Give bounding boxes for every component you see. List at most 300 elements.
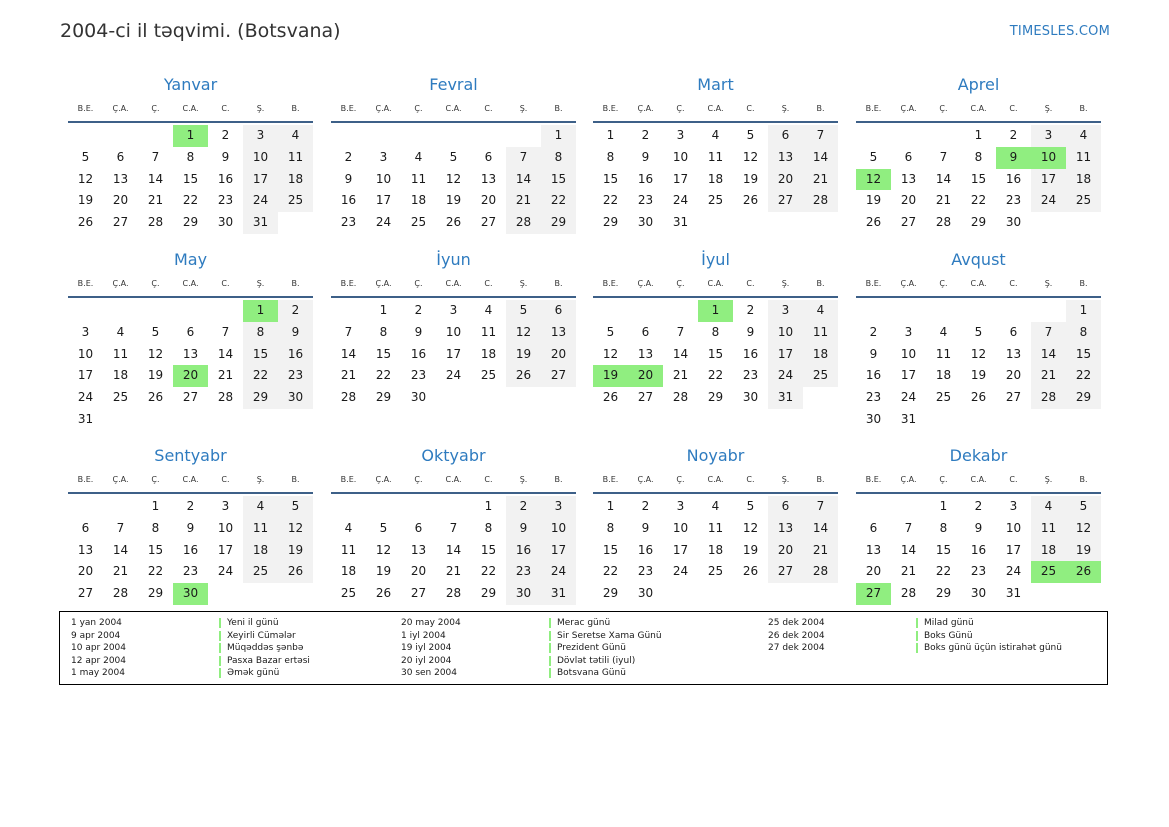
day-cell: 30 (742, 390, 759, 405)
week-row (593, 518, 838, 540)
day-cell: 14 (506, 169, 541, 191)
weekday-header (593, 101, 838, 123)
day-cell: 11 (480, 324, 497, 339)
day-cell: 26 (602, 390, 619, 405)
weekday-label: Ç.A. (112, 104, 129, 113)
day-cell: 23 (637, 193, 654, 208)
day-cell: 26 (77, 215, 94, 230)
day-cell: 31 (541, 583, 576, 605)
empty-cell (733, 212, 768, 234)
weekday-label: B.E. (340, 104, 357, 113)
weekday-label: Ş. (519, 475, 528, 484)
empty-cell (138, 125, 173, 147)
month-name: Aprel (957, 75, 1000, 94)
day-cell: 13 (182, 346, 199, 361)
day-cell: 3 (81, 324, 90, 339)
day-cell: 31 (77, 411, 94, 426)
weekday-label: Ç. (151, 475, 160, 484)
day-cell: 29 (602, 586, 619, 601)
empty-cell (366, 125, 401, 147)
day-cell: 19 (970, 368, 987, 383)
week-row (68, 125, 313, 147)
day-cell: 23 (637, 564, 654, 579)
day-cell: 15 (970, 171, 987, 186)
empty-cell (961, 300, 996, 322)
weekday-label: C. (1009, 279, 1018, 288)
weekday-label: B.E. (865, 279, 882, 288)
day-cell: 23 (970, 564, 987, 579)
weekday-label: B.E. (865, 475, 882, 484)
month-12 (856, 445, 1101, 605)
empty-cell (243, 409, 278, 431)
week-row (68, 344, 313, 366)
week-row (856, 212, 1101, 234)
day-cell: 19 (77, 193, 94, 208)
day-cell: 10 (77, 346, 94, 361)
empty-cell (103, 409, 138, 431)
legend-date: 26 dek 2004 (768, 630, 825, 641)
legend-marker (916, 618, 918, 628)
weekday-label: B.E. (77, 475, 94, 484)
day-cell: 16 (410, 346, 427, 361)
empty-cell (926, 300, 961, 322)
day-cell: 16 (278, 344, 313, 366)
day-cell: 21 (340, 368, 357, 383)
weekday-label: Ş. (1044, 475, 1053, 484)
day-cell: 15 (602, 171, 619, 186)
week-row (593, 125, 838, 147)
day-cell: 12 (970, 346, 987, 361)
week-row (593, 561, 838, 583)
day-cell: 16 (637, 171, 654, 186)
weekday-label: C. (1009, 104, 1018, 113)
weekday-label: C.A. (445, 475, 462, 484)
day-cell: 3 (1009, 499, 1018, 513)
month-1 (68, 74, 313, 234)
weekday-label: C.A. (445, 279, 462, 288)
day-cell: 15 (707, 346, 724, 361)
month-3 (593, 74, 838, 234)
empty-cell (803, 583, 838, 605)
day-cell: 6 (641, 324, 650, 339)
week-row (856, 147, 1101, 169)
day-cell: 16 (637, 542, 654, 557)
day-cell: 14 (803, 147, 838, 169)
day-cell: 6 (81, 520, 90, 535)
day-cell: 12 (856, 169, 891, 191)
day-cell: 22 (541, 190, 576, 212)
week-row (856, 518, 1101, 540)
day-cell: 2 (221, 128, 230, 142)
day-cell: 21 (147, 193, 164, 208)
weekday-label: B.E. (77, 104, 94, 113)
day-cell: 10 (217, 520, 234, 535)
day-cell: 1 (379, 303, 388, 317)
day-cell: 13 (768, 518, 803, 540)
day-cell: 3 (676, 128, 685, 142)
day-cell: 7 (344, 324, 353, 339)
weekday-label: C.A. (970, 279, 987, 288)
day-cell: 1 (606, 128, 615, 142)
legend-item (401, 667, 662, 680)
day-cell: 5 (449, 149, 458, 164)
day-cell: 18 (278, 169, 313, 191)
weekday-label: B.E. (340, 279, 357, 288)
month-name: Avqust (951, 250, 1006, 269)
day-cell: 20 (410, 564, 427, 579)
day-cell: 15 (182, 171, 199, 186)
day-cell: 6 (768, 125, 803, 147)
legend-holiday-name: Xeyirli Cümələr (227, 630, 296, 641)
empty-cell (891, 300, 926, 322)
weekday-header (331, 472, 576, 494)
day-cell: 6 (414, 520, 423, 535)
empty-cell (1066, 212, 1101, 234)
day-cell: 28 (217, 390, 234, 405)
weekday-label: Ç. (414, 104, 423, 113)
day-cell: 28 (340, 390, 357, 405)
empty-cell (68, 125, 103, 147)
weekday-label: Ç.A. (900, 475, 917, 484)
legend-date: 12 apr 2004 (71, 655, 127, 666)
day-cell: 17 (445, 346, 462, 361)
day-cell: 2 (641, 128, 650, 142)
day-cell: 10 (672, 149, 689, 164)
day-cell: 19 (865, 193, 882, 208)
month-11 (593, 445, 838, 605)
weekday-label: B. (554, 475, 563, 484)
day-cell: 19 (506, 344, 541, 366)
empty-cell (593, 300, 628, 322)
day-cell: 24 (217, 564, 234, 579)
weekday-label: C. (484, 104, 493, 113)
day-cell: 26 (1066, 561, 1101, 583)
weekday-label: Ç. (939, 279, 948, 288)
day-cell: 3 (221, 499, 230, 513)
day-cell: 10 (768, 322, 803, 344)
day-cell: 2 (344, 149, 353, 164)
weekday-label: Ç. (939, 104, 948, 113)
day-cell: 27 (637, 390, 654, 405)
day-cell: 25 (480, 368, 497, 383)
day-cell: 2 (641, 499, 650, 513)
day-cell: 7 (506, 147, 541, 169)
empty-cell (996, 300, 1031, 322)
day-cell: 26 (506, 365, 541, 387)
legend-date: 30 sen 2004 (401, 668, 458, 679)
day-cell: 21 (112, 564, 129, 579)
day-cell: 25 (935, 390, 952, 405)
day-cell: 8 (541, 147, 576, 169)
day-cell: 6 (869, 520, 878, 535)
legend-item (768, 617, 1062, 630)
empty-cell (1066, 409, 1101, 431)
day-cell: 15 (602, 542, 619, 557)
day-cell: 9 (869, 346, 878, 361)
day-cell: 29 (147, 586, 164, 601)
empty-cell (628, 300, 663, 322)
day-cell: 11 (1066, 147, 1101, 169)
day-cell: 6 (116, 149, 125, 164)
day-cell: 27 (480, 215, 497, 230)
week-row (856, 190, 1101, 212)
day-cell: 18 (112, 368, 129, 383)
day-cell: 9 (746, 324, 755, 339)
day-cell: 5 (151, 324, 160, 339)
weekday-label: B. (554, 279, 563, 288)
empty-cell (436, 496, 471, 518)
weekday-label: C.A. (182, 104, 199, 113)
weekday-label: B.E. (602, 475, 619, 484)
day-cell: 5 (606, 324, 615, 339)
day-cell: 14 (935, 171, 952, 186)
legend-date: 10 apr 2004 (71, 643, 127, 654)
day-cell: 13 (112, 171, 129, 186)
day-cell: 8 (606, 149, 615, 164)
weekday-header (68, 276, 313, 298)
week-row (856, 409, 1101, 431)
day-cell: 6 (904, 149, 913, 164)
day-cell: 24 (900, 390, 917, 405)
day-cell: 23 (182, 564, 199, 579)
week-row (68, 561, 313, 583)
holiday-legend (59, 611, 1108, 685)
weekday-header (856, 101, 1101, 123)
day-cell: 21 (672, 368, 689, 383)
legend-holiday-name: Əmək günü (227, 668, 280, 679)
empty-cell (961, 409, 996, 431)
day-cell: 20 (628, 365, 663, 387)
empty-cell (856, 496, 891, 518)
day-cell: 31 (768, 387, 803, 409)
day-cell: 12 (375, 542, 392, 557)
legend-marker (549, 643, 551, 653)
month-8 (856, 249, 1101, 431)
week-row (331, 387, 576, 409)
weekday-label: C.A. (182, 475, 199, 484)
day-cell: 26 (970, 390, 987, 405)
day-cell: 22 (970, 193, 987, 208)
day-cell: 23 (340, 215, 357, 230)
week-row (593, 300, 838, 322)
day-cell: 15 (243, 344, 278, 366)
day-cell: 22 (480, 564, 497, 579)
day-cell: 7 (803, 496, 838, 518)
day-cell: 8 (186, 149, 195, 164)
empty-cell (401, 496, 436, 518)
day-cell: 26 (742, 564, 759, 579)
week-row (68, 322, 313, 344)
weekday-header (856, 472, 1101, 494)
day-cell: 14 (147, 171, 164, 186)
weekday-label: Ş. (519, 104, 528, 113)
day-cell: 27 (410, 586, 427, 601)
weekday-label: Ş. (1044, 104, 1053, 113)
weekday-label: C.A. (707, 104, 724, 113)
weekday-label: B.E. (77, 279, 94, 288)
weekday-label: Ç.A. (375, 104, 392, 113)
day-cell: 6 (484, 149, 493, 164)
day-cell: 5 (379, 520, 388, 535)
day-cell: 3 (1031, 125, 1066, 147)
week-row (593, 169, 838, 191)
day-cell: 18 (410, 193, 427, 208)
empty-cell (768, 583, 803, 605)
legend-item (768, 630, 1062, 643)
day-cell: 29 (1066, 387, 1101, 409)
legend-item (401, 617, 662, 630)
day-cell: 29 (541, 212, 576, 234)
day-cell: 3 (676, 499, 685, 513)
weekday-label: Ç. (676, 104, 685, 113)
legend-column (401, 617, 662, 680)
day-cell: 31 (672, 215, 689, 230)
day-cell: 8 (606, 520, 615, 535)
legend-column (71, 617, 310, 680)
week-row (593, 212, 838, 234)
empty-cell (926, 125, 961, 147)
empty-cell (471, 125, 506, 147)
day-cell: 20 (77, 564, 94, 579)
day-cell: 3 (449, 303, 458, 317)
weekday-label: Ş. (781, 104, 790, 113)
week-row (331, 540, 576, 562)
day-cell: 24 (243, 190, 278, 212)
legend-item (401, 642, 662, 655)
week-row (856, 496, 1101, 518)
day-cell: 1 (698, 300, 733, 322)
empty-cell (138, 300, 173, 322)
day-cell: 21 (803, 169, 838, 191)
day-cell: 24 (77, 390, 94, 405)
site-link[interactable]: TIMESLES.COM (1009, 24, 1110, 39)
day-cell: 15 (935, 542, 952, 557)
week-row (331, 518, 576, 540)
day-cell: 11 (935, 346, 952, 361)
day-cell: 1 (939, 499, 948, 513)
day-cell: 29 (375, 390, 392, 405)
week-row (331, 344, 576, 366)
day-cell: 2 (746, 303, 755, 317)
day-cell: 30 (637, 215, 654, 230)
day-cell: 11 (803, 322, 838, 344)
weekday-label: B. (1079, 475, 1088, 484)
weekday-label: Ş. (256, 475, 265, 484)
day-cell: 2 (506, 496, 541, 518)
day-cell: 27 (768, 561, 803, 583)
day-cell: 23 (506, 561, 541, 583)
empty-cell (278, 583, 313, 605)
day-cell: 25 (707, 193, 724, 208)
weekday-label: C. (746, 104, 755, 113)
day-cell: 28 (1031, 387, 1066, 409)
week-row (593, 387, 838, 409)
day-cell: 24 (375, 215, 392, 230)
day-cell: 8 (379, 324, 388, 339)
day-cell: 14 (672, 346, 689, 361)
day-cell: 25 (112, 390, 129, 405)
day-cell: 25 (340, 586, 357, 601)
page-title: 2004-ci il təqvimi. (Botsvana) (60, 20, 341, 42)
day-cell: 29 (182, 215, 199, 230)
week-row (856, 125, 1101, 147)
day-cell: 7 (904, 520, 913, 535)
day-cell: 26 (375, 586, 392, 601)
month-name: Dekabr (949, 446, 1008, 465)
weekday-label: Ş. (256, 104, 265, 113)
empty-cell (803, 212, 838, 234)
week-row (68, 147, 313, 169)
day-cell: 23 (278, 365, 313, 387)
empty-cell (803, 387, 838, 409)
month-name: Yanvar (163, 75, 218, 94)
weekday-label: B. (291, 279, 300, 288)
day-cell: 20 (541, 344, 576, 366)
week-row (331, 322, 576, 344)
week-row (856, 344, 1101, 366)
day-cell: 11 (243, 518, 278, 540)
day-cell: 28 (803, 561, 838, 583)
weekday-header (68, 472, 313, 494)
day-cell: 28 (147, 215, 164, 230)
day-cell: 11 (340, 542, 357, 557)
legend-date: 20 iyl 2004 (401, 655, 452, 666)
day-cell: 1 (243, 300, 278, 322)
legend-holiday-name: Prezident Günü (557, 643, 626, 654)
day-cell: 13 (410, 542, 427, 557)
day-cell: 28 (900, 586, 917, 601)
legend-marker (549, 668, 551, 678)
month-name: May (173, 250, 208, 269)
weekday-header (593, 472, 838, 494)
day-cell: 2 (278, 300, 313, 322)
day-cell: 21 (217, 368, 234, 383)
day-cell: 4 (803, 300, 838, 322)
day-cell: 14 (217, 346, 234, 361)
day-cell: 21 (935, 193, 952, 208)
legend-holiday-name: Merac günü (557, 618, 611, 629)
legend-holiday-name: Pasxa Bazar ertəsi (227, 655, 310, 666)
empty-cell (103, 300, 138, 322)
day-cell: 16 (340, 193, 357, 208)
week-row (68, 365, 313, 387)
day-cell: 26 (278, 561, 313, 583)
day-cell: 25 (410, 215, 427, 230)
weekday-label: Ç.A. (375, 475, 392, 484)
week-row (331, 496, 576, 518)
day-cell: 15 (541, 169, 576, 191)
day-cell: 9 (641, 149, 650, 164)
empty-cell (663, 583, 698, 605)
day-cell: 16 (970, 542, 987, 557)
day-cell: 19 (742, 171, 759, 186)
day-cell: 25 (707, 564, 724, 579)
day-cell: 27 (768, 190, 803, 212)
day-cell: 9 (278, 322, 313, 344)
day-cell: 17 (243, 169, 278, 191)
week-row (331, 212, 576, 234)
day-cell: 24 (1031, 190, 1066, 212)
week-row (856, 169, 1101, 191)
day-cell: 30 (637, 586, 654, 601)
day-cell: 3 (541, 496, 576, 518)
week-row (856, 583, 1101, 605)
weekday-label: C. (221, 104, 230, 113)
day-cell: 9 (414, 324, 423, 339)
day-cell: 11 (707, 520, 724, 535)
legend-date: 9 apr 2004 (71, 630, 121, 641)
day-cell: 3 (243, 125, 278, 147)
